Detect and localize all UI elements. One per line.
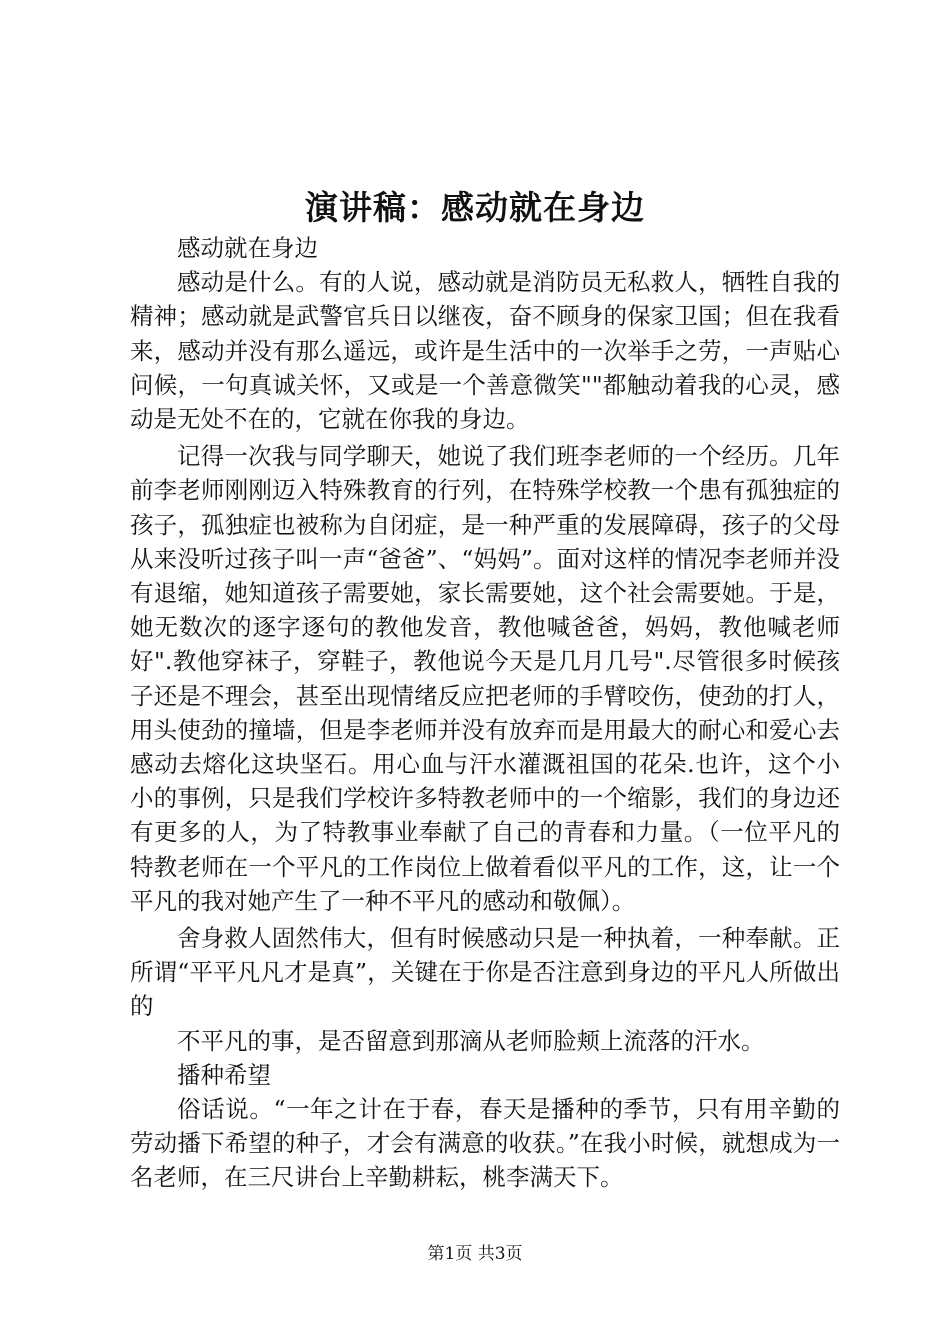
page-footer: 第1页 共3页	[427, 1244, 523, 1264]
document-title: 演讲稿：感动就在身边	[305, 188, 645, 227]
paragraph: 舍身救人固然伟大，但有时候感动只是一种执着，一种奉献。正所谓“平平凡凡才是真”，关键在于你是否注意到身边的平凡人所做出的	[130, 924, 840, 1021]
paragraph-heading-1: 感动就在身边	[177, 234, 318, 262]
paragraph: 俗话说。“一年之计在于春，春天是播种的季节，只有用辛勤的劳动播下希望的种子，才会有满意的收获。”在我小时候，就想成为一名老师，在三尺讲台上辛勤耕耘，桃李满天下。	[130, 1095, 840, 1192]
document-body	[130, 231, 840, 1195]
paragraph: 感动是什么。有的人说，感动就是消防员无私救人，牺牲自我的精神；感动就是武警官兵日以继夜，奋不顾身的保家卫国；但在我看来，感动并没有那么遥远，或许是生活中的一次举手之劳，一声贴心问候，一句真诚关怀，又或是一个善意微笑""都触动着我的心灵，感动是无处不在的，它就在你我的身边。	[130, 268, 840, 434]
paragraph-heading-2: 播种希望	[177, 1060, 271, 1089]
paragraph: 不平凡的事，是否留意到那滴从老师脸颊上流落的汗水。	[177, 1026, 765, 1055]
paragraph: 记得一次我与同学聊天，她说了我们班李老师的一个经历。几年前李老师刚刚迈入特殊教育的行列，在特殊学校教一个患有孤独症的孩子，孤独症也被称为自闭症，是一种严重的发展障碍，孩子的父母从来没听过孩子叫一声“爸爸”、“妈妈”。面对这样的情况李老师并没有退缩，她知道孩子需要她，家长需要她，这个社会需要她。于是，她无数次的逐字逐句的教他发音，教他喊爸爸，妈妈，教他喊老师好".教他穿袜子，穿鞋子，教他说今天是几月几号".尽管很多时候孩子还是不理会，甚至出现情绪反应把老师的手臂咬伤，使劲的打人，用头使劲的撞墙，但是李老师并没有放弃而是用最大的耐心和爱心去感动去熔化这块坚石。用心血与汗水灌溉祖国的花朵.也许，这个小小的事例，只是我们学校许多特教老师中的一个缩影，我们的身边还有更多的人，为了特教事业奉献了自己的青春和力量。（一位平凡的特教老师在一个平凡的工作岗位上做着看似平凡的工作，这，让一个平凡的我对她产生了一种不平凡的感动和敬佩）。	[130, 442, 840, 915]
